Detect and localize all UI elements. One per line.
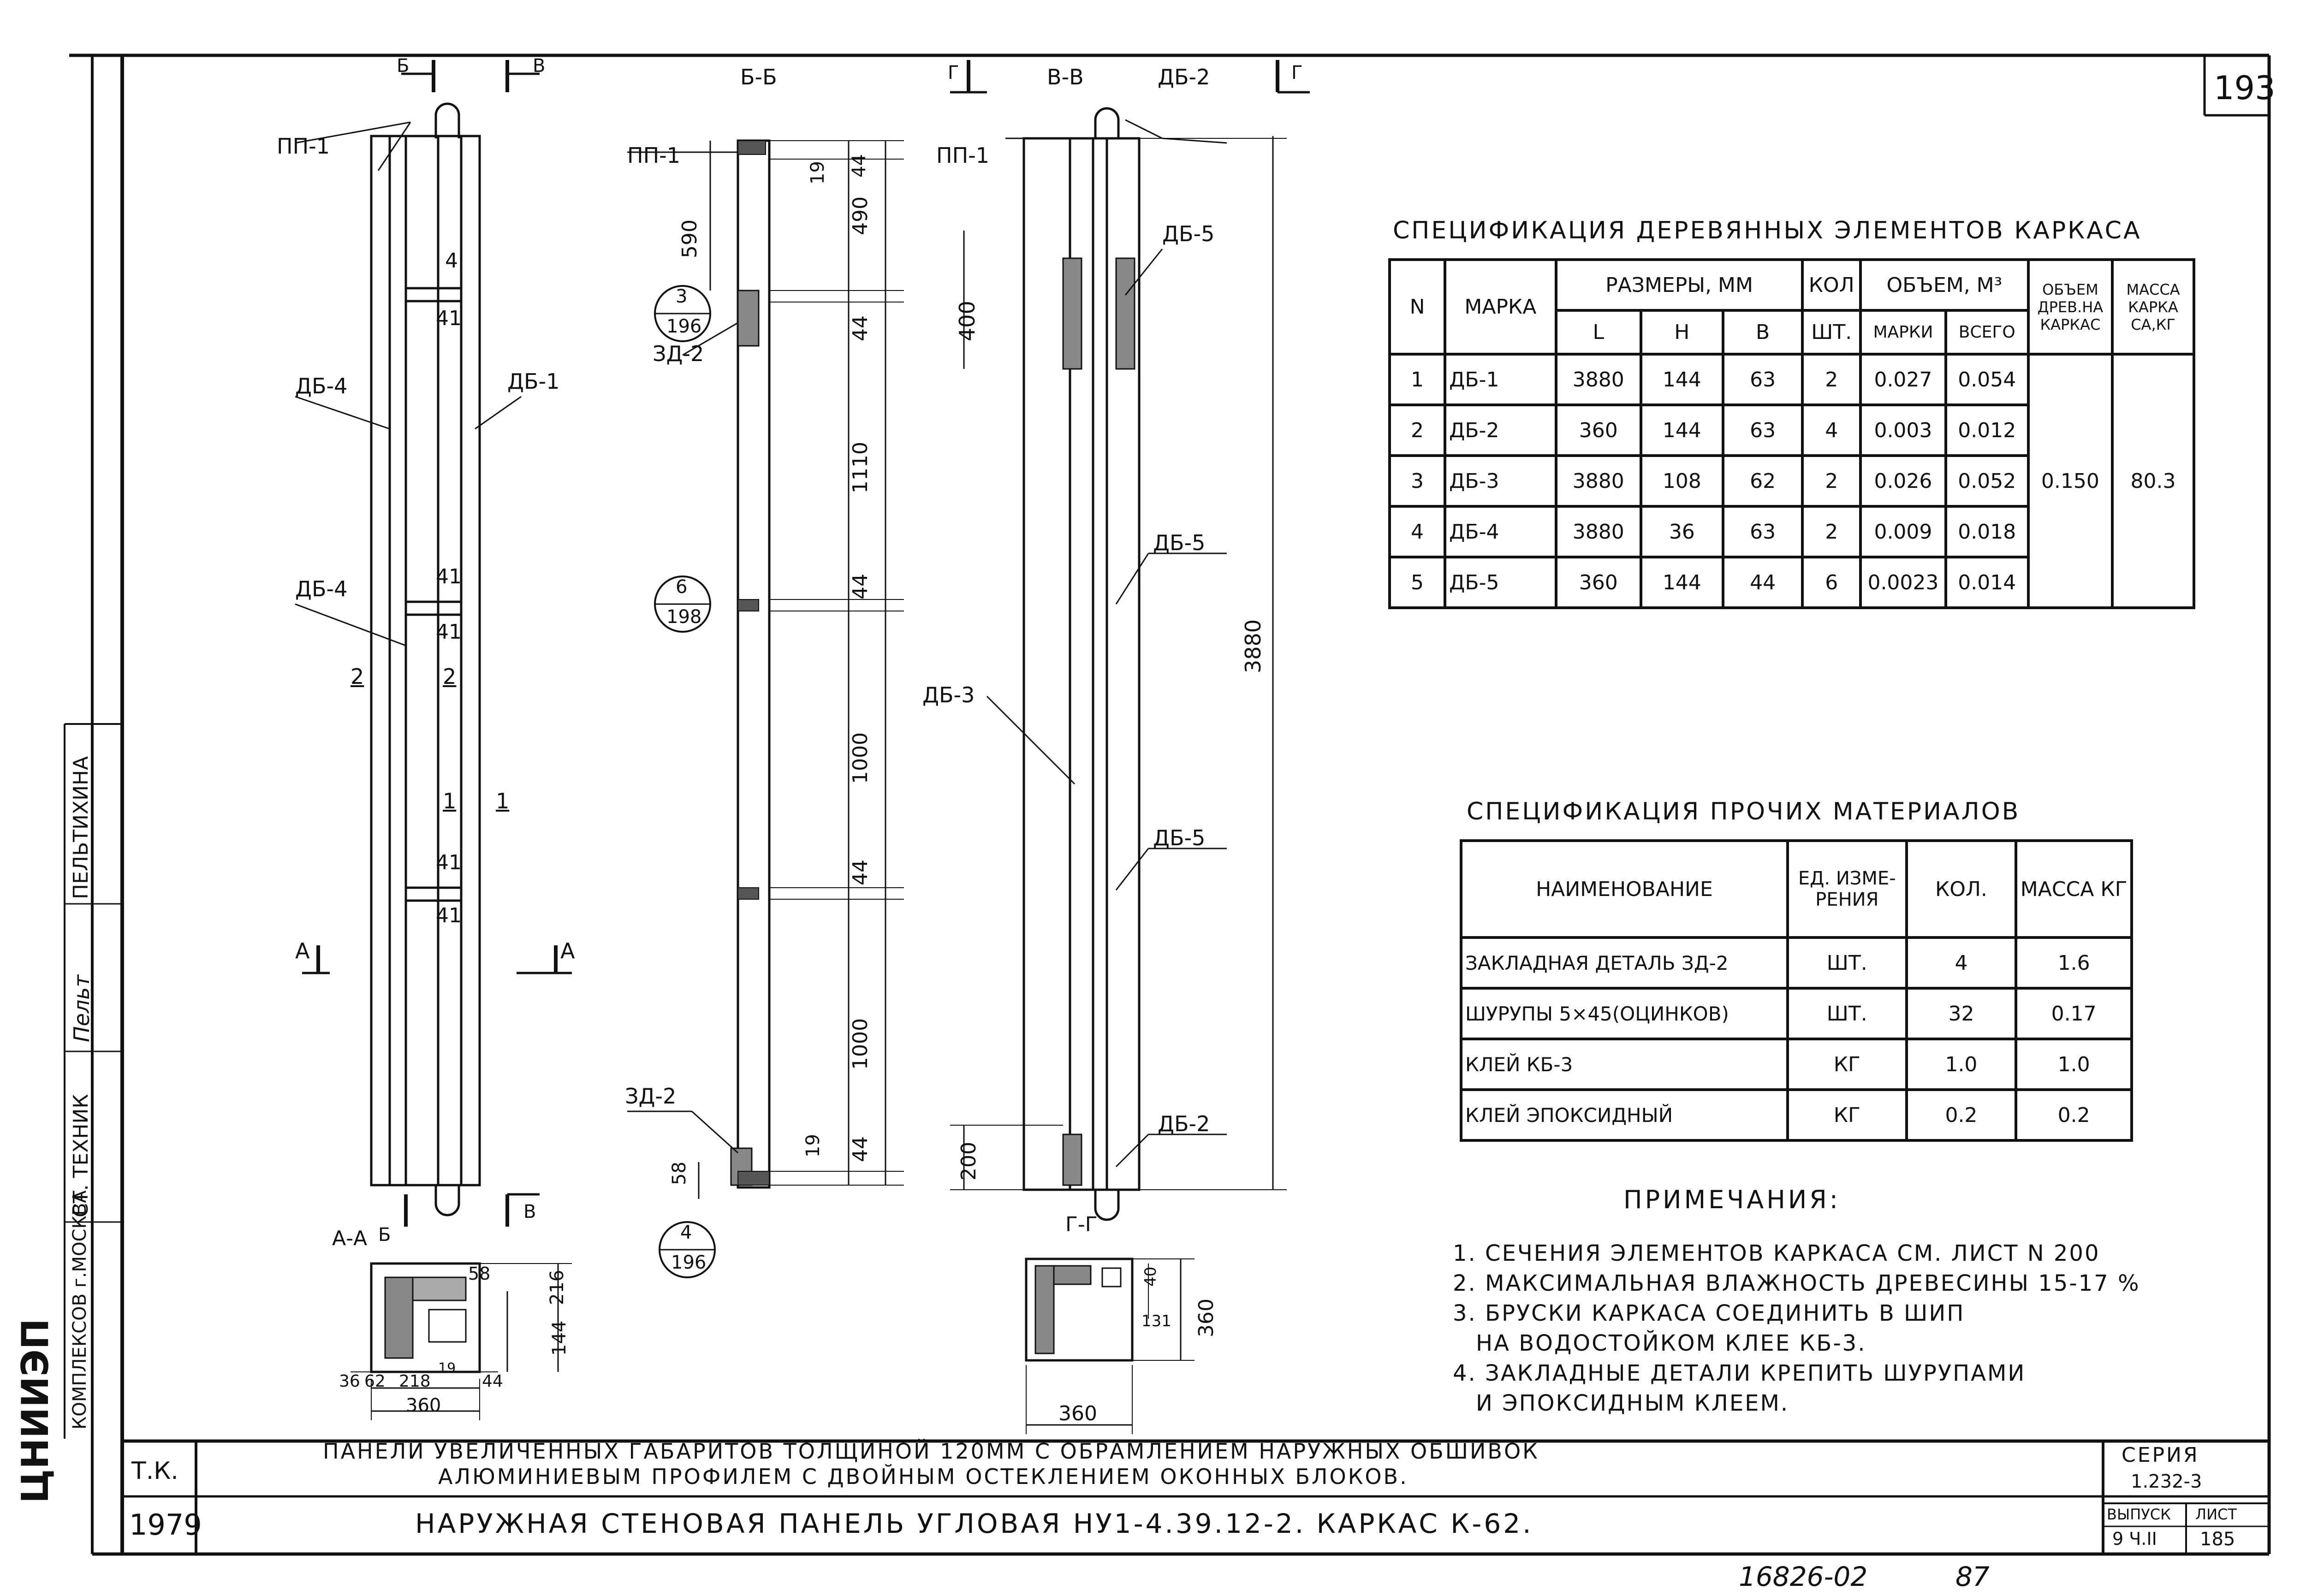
wood-h-vol-total: ВСЕГО	[1946, 310, 2028, 354]
table-row	[1461, 1039, 2132, 1090]
other-cell: 0.2	[2016, 1090, 2132, 1140]
bottom-reference: 16826-02	[1739, 1561, 1868, 1592]
label-num-1-inner: 1	[443, 789, 457, 813]
other-cell: ШТ.	[1788, 937, 1907, 988]
dim-360-aa: 360	[406, 1395, 441, 1416]
wood-cell: 108	[1641, 456, 1723, 506]
dim-131: 131	[1141, 1312, 1171, 1330]
cut-label-g-right: Г	[1291, 62, 1303, 83]
wood-cell: 2	[1390, 405, 1445, 456]
wood-cell: 0.026	[1860, 456, 1946, 506]
dim-19-bottom: 19	[802, 1134, 824, 1157]
issue-value: 9 Ч.II	[2112, 1529, 2157, 1549]
wood-cell: ДБ-1	[1445, 354, 1556, 405]
dim-44-c: 44	[849, 860, 872, 885]
side-stamp-signature: Пельт	[69, 974, 94, 1042]
wood-cell: ДБ-4	[1445, 506, 1556, 557]
dim-40-g: 40	[1141, 1266, 1160, 1287]
label-pp1-view3: ПП-1	[936, 143, 990, 168]
dim-3880: 3880	[1241, 619, 1266, 673]
wood-cell: 360	[1556, 557, 1641, 608]
wood-frame-vol: 0.150	[2028, 354, 2112, 608]
label-db2-bottom: ДБ-2	[1158, 1111, 1210, 1136]
other-cell: ЗАКЛАДНАЯ ДЕТАЛЬ ЗД-2	[1461, 937, 1788, 988]
dim-44-d: 44	[849, 1136, 872, 1162]
wood-cell: 6	[1802, 557, 1860, 608]
table-row	[1461, 1090, 2132, 1140]
dim-490: 490	[849, 196, 872, 235]
dim-44-top: 44	[849, 154, 870, 178]
other-cell: ШУРУПЫ 5×45(ОЦИНКОВ)	[1461, 988, 1788, 1039]
wood-h-b: В	[1723, 310, 1802, 354]
section-label-bb: Б-Б	[740, 65, 777, 89]
bottom-reference-b: 87	[1955, 1561, 1990, 1592]
wood-cell: 144	[1641, 557, 1723, 608]
cut-label-g-left: Г	[948, 62, 959, 83]
cut-label-b: Б	[397, 55, 410, 77]
note-item-2: 2. МАКСИМАЛЬНАЯ ВЛАЖНОСТЬ ДРЕВЕСИНЫ 15-17 %	[1453, 1270, 2140, 1296]
dim-216: 216	[547, 1270, 568, 1305]
wood-spec-title: СПЕЦИФИКАЦИЯ ДЕРЕВЯННЫХ ЭЛЕМЕНТОВ КАРКАСА	[1393, 217, 2142, 244]
note-item-3: 3. БРУСКИ КАРКАСА СОЕДИНИТЬ В ШИП	[1453, 1300, 1965, 1326]
label-pp1-view1: ПП-1	[277, 134, 330, 159]
series-label: СЕРИЯ	[2122, 1443, 2199, 1467]
wood-cell: 36	[1641, 506, 1723, 557]
other-cell: 0.17	[2016, 988, 2132, 1039]
side-stamp-complexes: КОМПЛЕКСОВ г.МОСКВА	[69, 1190, 90, 1430]
note-item-4-cont: И ЭПОКСИДНЫМ КЛЕЕМ.	[1476, 1390, 1789, 1416]
wood-cell: 0.054	[1946, 354, 2028, 405]
dim-590: 590	[678, 220, 701, 258]
dim-218: 218	[399, 1372, 431, 1391]
wood-cell: 2	[1802, 506, 1860, 557]
wood-cell: ДБ-3	[1445, 456, 1556, 506]
dim-58-a: 58	[468, 1264, 491, 1284]
wood-cell: 44	[1723, 557, 1802, 608]
title-block-tk: Т.К.	[131, 1457, 178, 1485]
wood-cell: 1	[1390, 354, 1445, 405]
wood-cell: 0.018	[1946, 506, 2028, 557]
dim-400: 400	[955, 301, 980, 341]
label-pp1-view2: ПП-1	[627, 143, 681, 168]
wood-cell: 0.003	[1860, 405, 1946, 456]
side-stamp-org: ЦНИИЭП	[14, 1318, 57, 1503]
other-cell: 32	[1907, 988, 2016, 1039]
title-block-line3: НАРУЖНАЯ СТЕНОВАЯ ПАНЕЛЬ УГЛОВАЯ НУ1-4.39.12-2. КАРКАС К-62.	[415, 1508, 1533, 1539]
other-cell: КГ	[1788, 1090, 1907, 1140]
wood-cell: 2	[1802, 354, 1860, 405]
wood-cell: 3	[1390, 456, 1445, 506]
side-stamp-position: СТ. ТЕХНИК	[69, 1094, 93, 1217]
cut-label-v-bottom: В	[523, 1201, 536, 1222]
wood-cell: 3880	[1556, 506, 1641, 557]
table-row	[1390, 354, 2194, 405]
label-db2-top: ДБ-2	[1158, 65, 1210, 89]
wood-cell: 3880	[1556, 354, 1641, 405]
dim-1000-b: 1000	[849, 1018, 872, 1070]
wood-cell: 63	[1723, 506, 1802, 557]
label-db5-2: ДБ-5	[1153, 530, 1206, 555]
label-num-41-b: 41	[436, 565, 462, 588]
wood-h-sizes: РАЗМЕРЫ, ММ	[1556, 260, 1803, 310]
wood-cell: 144	[1641, 405, 1723, 456]
wood-cell: ДБ-5	[1445, 557, 1556, 608]
label-db4-lower: ДБ-4	[295, 576, 348, 601]
dim-19-aa: 19	[438, 1360, 456, 1376]
label-num-41-a: 41	[436, 307, 462, 330]
other-h-qty: КОЛ.	[1907, 841, 2016, 937]
other-cell: 1.0	[2016, 1039, 2132, 1090]
cut-label-v: В	[533, 55, 546, 77]
dim-44-b: 44	[849, 574, 872, 599]
other-spec-table	[1460, 839, 2133, 1142]
wood-frame-mass: 80.3	[2112, 354, 2194, 608]
other-cell: 1.0	[1907, 1039, 2016, 1090]
dim-200: 200	[957, 1142, 981, 1181]
dim-44-a: 44	[849, 315, 872, 341]
wood-cell: 0.0023	[1860, 557, 1946, 608]
section-label-gg: Г-Г	[1065, 1213, 1098, 1236]
label-num-2-left: 2	[351, 664, 364, 689]
cut-label-b-bottom: Б	[378, 1224, 391, 1246]
issue-label: ВЫПУСК	[2107, 1506, 2171, 1523]
wood-h-frame-vol: ОБЪЕМ ДРЕВ.НА КАРКАС	[2028, 260, 2112, 354]
cut-label-a-left: А	[295, 938, 310, 963]
wood-cell: 0.027	[1860, 354, 1946, 405]
wood-cell: ДБ-2	[1445, 405, 1556, 456]
other-cell: ШТ.	[1788, 988, 1907, 1039]
wood-cell: 0.014	[1946, 557, 2028, 608]
section-label-aa: А-А	[332, 1227, 368, 1250]
other-h-name: НАИМЕНОВАНИЕ	[1461, 841, 1788, 937]
other-h-unit: ЕД. ИЗМЕ- РЕНИЯ	[1788, 841, 1907, 937]
other-cell: 4	[1907, 937, 2016, 988]
dim-144: 144	[549, 1320, 570, 1356]
dim-1000-a: 1000	[849, 732, 872, 784]
ref-mark-2-top: 6	[676, 576, 688, 598]
dim-36: 36	[339, 1372, 360, 1391]
ref-mark-1-top: 3	[676, 286, 688, 307]
other-cell: 1.6	[2016, 937, 2132, 988]
dim-62: 62	[364, 1372, 386, 1391]
label-db3: ДБ-3	[922, 682, 975, 707]
wood-cell: 63	[1723, 354, 1802, 405]
wood-h-l: L	[1556, 310, 1641, 354]
wood-cell: 360	[1556, 405, 1641, 456]
wood-spec-table	[1388, 258, 2195, 609]
note-item-3-cont: НА ВОДОСТОЙКОМ КЛЕЕ КБ-3.	[1476, 1330, 1866, 1356]
title-block-year: 1979	[129, 1508, 202, 1542]
label-db4-upper: ДБ-4	[295, 374, 348, 398]
wood-h-vol-mark: МАРКИ	[1860, 310, 1946, 354]
other-cell: КГ	[1788, 1039, 1907, 1090]
other-cell: 0.2	[1907, 1090, 2016, 1140]
sheet-label: ЛИСТ	[2195, 1506, 2237, 1523]
ref-mark-3-bottom: 196	[671, 1252, 707, 1273]
label-num-4: 4	[445, 249, 458, 273]
cut-label-a-right: А	[560, 938, 575, 963]
table-row	[1461, 988, 2132, 1039]
wood-h-vol: ОБЪЕМ, М³	[1860, 260, 2028, 310]
label-zd2-lower: ЗД-2	[625, 1084, 677, 1109]
label-zd2-upper: ЗД-2	[653, 341, 704, 366]
other-spec-title: СПЕЦИФИКАЦИЯ ПРОЧИХ МАТЕРИАЛОВ	[1467, 798, 2021, 825]
ref-mark-3-top: 4	[680, 1222, 692, 1243]
side-stamp-name: ПЕЛЬТИХИНА	[69, 756, 93, 899]
dim-1110: 1110	[849, 442, 872, 493]
label-db5-3: ДБ-5	[1153, 825, 1206, 850]
other-cell: КЛЕЙ ЭПОКСИДНЫЙ	[1461, 1090, 1788, 1140]
note-item-4: 4. ЗАКЛАДНЫЕ ДЕТАЛИ КРЕПИТЬ ШУРУПАМИ	[1453, 1360, 2026, 1386]
label-num-41-d: 41	[436, 851, 462, 874]
title-block-line1: ПАНЕЛИ УВЕЛИЧЕННЫХ ГАБАРИТОВ ТОЛЩИНОЙ 120ММ С ОБРАМЛЕНИЕМ НАРУЖНЫХ ОБШИВОК	[323, 1439, 1539, 1464]
table-row	[1461, 937, 2132, 988]
wood-cell: 0.012	[1946, 405, 2028, 456]
wood-h-mark: МАРКА	[1445, 260, 1556, 354]
wood-cell: 144	[1641, 354, 1723, 405]
wood-h-h: H	[1641, 310, 1723, 354]
wood-cell: 5	[1390, 557, 1445, 608]
label-num-2-inner: 2	[443, 664, 457, 689]
note-item-1: 1. СЕЧЕНИЯ ЭЛЕМЕНТОВ КАРКАСА СМ. ЛИСТ N 200	[1453, 1240, 2100, 1266]
label-num-41-e: 41	[436, 904, 462, 927]
series-value: 1.232-3	[2131, 1471, 2202, 1492]
wood-h-frame-mass: МАССА КАРКА СА,КГ	[2112, 260, 2194, 354]
other-cell: КЛЕЙ КБ-3	[1461, 1039, 1788, 1090]
ref-mark-1-bottom: 196	[666, 316, 702, 337]
notes-title: ПРИМЕЧАНИЯ:	[1623, 1185, 1841, 1214]
label-num-1-right: 1	[496, 789, 510, 813]
label-num-41-c: 41	[436, 620, 462, 644]
dim-44-aa: 44	[482, 1372, 503, 1391]
page-number: 193	[2214, 69, 2276, 107]
wood-cell: 4	[1802, 405, 1860, 456]
wood-cell: 4	[1390, 506, 1445, 557]
wood-cell: 63	[1723, 405, 1802, 456]
dim-360-gg: 360	[1058, 1402, 1097, 1425]
ref-mark-2-bottom: 198	[666, 606, 702, 628]
label-db5-1: ДБ-5	[1162, 221, 1215, 246]
label-db1: ДБ-1	[507, 369, 560, 394]
dim-360-g: 360	[1195, 1299, 1218, 1337]
wood-cell: 2	[1802, 456, 1860, 506]
section-label-vv: В-В	[1047, 65, 1084, 89]
sheet-value: 185	[2200, 1529, 2235, 1550]
dim-58-b: 58	[669, 1162, 690, 1185]
wood-h-qty-unit: ШТ.	[1802, 310, 1860, 354]
dim-19-top: 19	[807, 161, 828, 184]
title-block-line2: АЛЮМИНИЕВЫМ ПРОФИЛЕМ С ДВОЙНЫМ ОСТЕКЛЕНИЕМ ОКОННЫХ БЛОКОВ.	[438, 1464, 1409, 1489]
wood-h-n: N	[1390, 260, 1445, 354]
wood-cell: 62	[1723, 456, 1802, 506]
wood-cell: 0.009	[1860, 506, 1946, 557]
wood-cell: 3880	[1556, 456, 1641, 506]
wood-h-qty: КОЛ	[1802, 260, 1860, 310]
other-h-mass: МАССА КГ	[2016, 841, 2132, 937]
wood-cell: 0.052	[1946, 456, 2028, 506]
